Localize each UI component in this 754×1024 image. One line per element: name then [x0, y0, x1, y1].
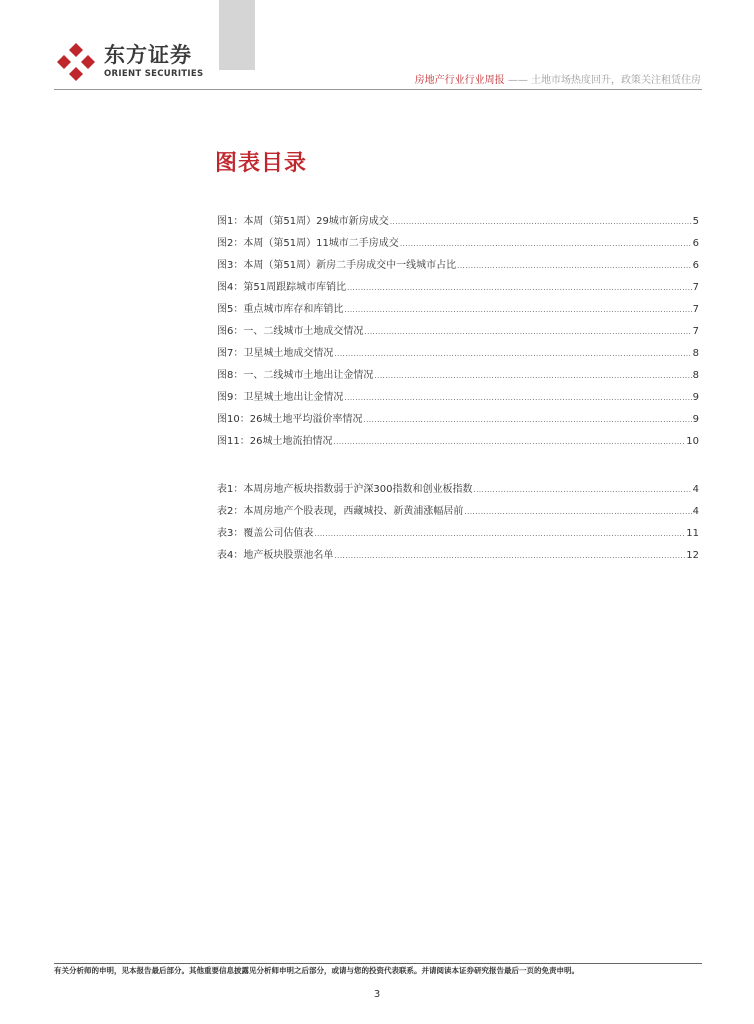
toc-entry[interactable]: [217, 343, 699, 365]
toc-entry[interactable]: [217, 387, 699, 409]
toc-entry-label: 图5：重点城市库存和库销比: [217, 304, 344, 315]
toc-entry-page: 7: [692, 304, 699, 315]
toc-leader-dots: [333, 431, 685, 453]
toc-entry[interactable]: [217, 409, 699, 431]
toc-entry[interactable]: [217, 501, 699, 523]
toc-entry-label: 图3：本周（第51周）新房二手房成交中一线城市占比: [217, 260, 457, 271]
toc-leader-dots: [334, 343, 691, 365]
toc-leader-dots: [390, 211, 692, 233]
header-gray-tab: [219, 0, 255, 70]
report-subtitle: 土地市场热度回升，政策关注租赁住房: [531, 75, 701, 86]
toc-entry-label: 图2：本周（第51周）11城市二手房成交: [217, 238, 399, 249]
toc-entry-label: 图6：一、二线城市土地成交情况: [217, 326, 364, 337]
toc-entry[interactable]: [217, 365, 699, 387]
toc-entry-page: 12: [686, 550, 699, 561]
logo-name-cn: 东方证券: [104, 43, 192, 67]
toc-entry-page: 4: [692, 506, 699, 517]
toc-entry-label: 图1：本周（第51周）29城市新房成交: [217, 216, 389, 227]
toc-leader-dots: [457, 255, 692, 277]
toc-entry-label: 图10：26城土地平均溢价率情况: [217, 414, 363, 425]
toc-leader-dots: [464, 501, 691, 523]
toc-entry-label: 图9：卫星城土地出让金情况: [217, 392, 344, 403]
footer-divider: [54, 963, 702, 964]
report-type: 房地产行业行业周报: [414, 75, 505, 86]
toc-entry-label: 表2：本周房地产个股表现，西藏城投、新黄浦涨幅居前: [217, 506, 464, 517]
toc-entry[interactable]: [217, 523, 699, 545]
toc-entry-label: 表3：覆盖公司估值表: [217, 528, 314, 539]
toc-leader-dots: [344, 387, 691, 409]
toc-entry-page: 5: [692, 216, 699, 227]
toc-entry-page: 6: [692, 260, 699, 271]
toc-entry-label: 图8：一、二线城市土地出让金情况: [217, 370, 374, 381]
toc-title: 图表目录: [215, 151, 308, 176]
toc-leader-dots: [314, 523, 685, 545]
toc-entry-label: 表4：地产板块股票池名单: [217, 550, 334, 561]
toc-entry[interactable]: [217, 479, 699, 501]
toc-entry[interactable]: [217, 211, 699, 233]
toc-entry-label: 图7：卫星城土地成交情况: [217, 348, 334, 359]
toc-entry-label: 图4：第51周跟踪城市库销比: [217, 282, 347, 293]
company-logo: [56, 42, 216, 82]
footer-disclaimer: 有关分析师的申明，见本报告最后部分。其他重要信息披露见分析师申明之后部分，或请与您的投资代表联系。并请阅读本证券研究报告最后一页的免责申明。: [54, 966, 579, 975]
toc-entry[interactable]: [217, 233, 699, 255]
toc-entry[interactable]: [217, 431, 699, 453]
toc-entry-page: 9: [692, 414, 699, 425]
toc-entry[interactable]: [217, 321, 699, 343]
toc-leader-dots: [374, 365, 691, 387]
toc-entry-page: 10: [686, 436, 699, 447]
header-divider: [54, 89, 702, 90]
toc-entry-page: 8: [692, 370, 699, 381]
toc-entry-page: 7: [692, 282, 699, 293]
header-separator: ——: [507, 75, 528, 86]
running-header: [415, 75, 701, 87]
toc-entry-page: 9: [692, 392, 699, 403]
toc-leader-dots: [473, 479, 691, 501]
toc-leader-dots: [400, 233, 692, 255]
toc-entry-label: 表1：本周房地产板块指数弱于沪深300指数和创业板指数: [217, 484, 473, 495]
toc-leader-dots: [364, 321, 691, 343]
toc-leader-dots: [334, 545, 685, 567]
toc-entry-label: 图11：26城土地流拍情况: [217, 436, 333, 447]
orient-logo-icon: [56, 42, 96, 82]
toc-entry[interactable]: [217, 545, 699, 567]
figure-list: [217, 211, 699, 453]
toc-entry-page: 6: [692, 238, 699, 249]
toc-leader-dots: [363, 409, 691, 431]
toc-entry-page: 8: [692, 348, 699, 359]
toc-entry[interactable]: [217, 277, 699, 299]
logo-name-en: ORIENT SECURITIES: [104, 69, 204, 79]
toc-leader-dots: [347, 277, 692, 299]
toc-entry[interactable]: [217, 255, 699, 277]
toc-entry-page: 7: [692, 326, 699, 337]
toc-entry-page: 4: [692, 484, 699, 495]
toc-entry[interactable]: [217, 299, 699, 321]
toc-leader-dots: [344, 299, 691, 321]
toc-entry-page: 11: [686, 528, 699, 539]
table-list: [217, 479, 699, 567]
page-number: 3: [373, 989, 381, 1000]
